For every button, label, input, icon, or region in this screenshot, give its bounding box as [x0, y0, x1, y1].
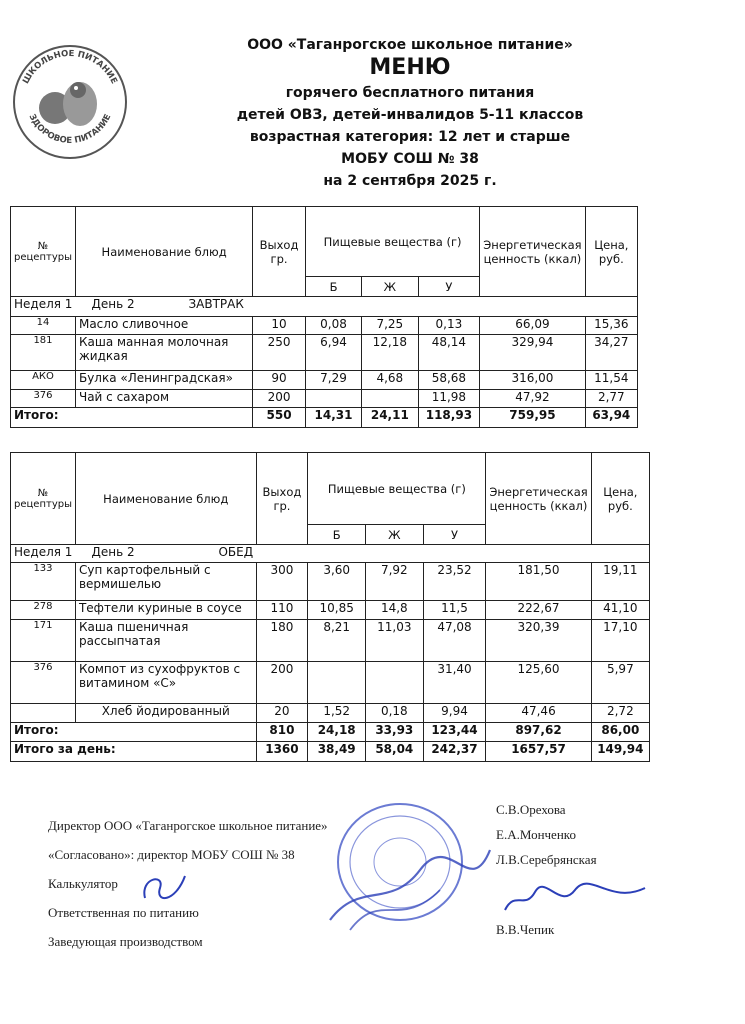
col-recipe: № рецептуры	[11, 207, 76, 297]
dish-name: Масло сливочное	[75, 317, 252, 335]
col-name: Наименование блюд	[75, 453, 256, 545]
total-protein: 24,18	[308, 723, 366, 742]
dish-yield: 90	[253, 371, 306, 390]
header-line-4: МОБУ СОШ № 38	[341, 151, 479, 167]
dish-fat: 7,92	[366, 563, 424, 601]
dish-kcal: 66,09	[480, 317, 585, 335]
header-line-1: горячего бесплатного питания	[285, 85, 535, 101]
total-label: Итого:	[11, 408, 253, 428]
day-total-price: 149,94	[591, 742, 649, 762]
col-name: Наименование блюд	[75, 207, 252, 297]
svg-text:ЗДОРОВОЕ ПИТАНИЕ: ЗДОРОВОЕ ПИТАНИЕ	[26, 112, 114, 146]
dish-yield: 250	[253, 335, 306, 371]
meal-label: ЗАВТРАК	[188, 297, 244, 311]
dish-fat: 12,18	[362, 335, 418, 371]
dish-yield: 110	[256, 601, 308, 620]
day-total-row	[11, 742, 650, 762]
table-row	[11, 371, 638, 390]
dish-kcal: 329,94	[480, 335, 585, 371]
dish-yield: 200	[256, 662, 308, 704]
table-row	[11, 662, 650, 704]
table-row	[11, 563, 650, 601]
dish-kcal: 125,60	[486, 662, 591, 704]
table-row	[11, 704, 650, 723]
dish-carbs: 9,94	[423, 704, 486, 723]
total-protein: 14,31	[305, 408, 361, 428]
total-yield: 550	[253, 408, 306, 428]
recipe-code: 181	[11, 335, 76, 371]
dish-price: 15,36	[585, 317, 637, 335]
day-label: День 2	[91, 545, 135, 559]
signatory-names	[496, 800, 597, 945]
dish-kcal: 47,46	[486, 704, 591, 723]
section-row	[11, 545, 650, 563]
dish-carbs: 11,98	[418, 390, 480, 408]
dish-yield: 200	[253, 390, 306, 408]
dish-protein: 0,08	[305, 317, 361, 335]
calculator-label: Калькулятор	[48, 876, 118, 891]
dish-yield: 10	[253, 317, 306, 335]
dish-yield: 20	[256, 704, 308, 723]
dish-name: Булка «Ленинградская»	[75, 371, 252, 390]
signatory-name-3: Л.В.Серебрянская	[496, 852, 597, 867]
dish-carbs: 11,5	[423, 601, 486, 620]
signatory-name-4: В.В.Чепик	[496, 922, 555, 937]
day-total-fat: 58,04	[366, 742, 424, 762]
manager-label: Заведующая производством	[48, 934, 203, 949]
dish-fat: 7,25	[362, 317, 418, 335]
col-b: Б	[305, 277, 361, 297]
dish-protein	[305, 390, 361, 408]
dish-price: 34,27	[585, 335, 637, 371]
col-price: Цена, руб.	[585, 207, 637, 297]
lunch-table	[10, 452, 650, 762]
dish-price: 11,54	[585, 371, 637, 390]
total-yield: 810	[256, 723, 308, 742]
total-row	[11, 408, 638, 428]
recipe-code: 376	[11, 662, 76, 704]
dish-yield: 300	[256, 563, 308, 601]
dish-name: Компот из сухофруктов с витамином «С»	[75, 662, 256, 704]
dish-protein: 7,29	[305, 371, 361, 390]
dish-carbs: 31,40	[423, 662, 486, 704]
dish-protein: 1,52	[308, 704, 366, 723]
dish-fat: 0,18	[366, 704, 424, 723]
recipe-code	[11, 704, 76, 723]
col-yield: Выход гр.	[253, 207, 306, 297]
col-energy: Энергетическая ценность (ккал)	[480, 207, 585, 297]
table-row	[11, 601, 650, 620]
dish-name: Суп картофельный с вермишелью	[75, 563, 256, 601]
document-title: МЕНЮ	[369, 55, 451, 80]
recipe-code: 278	[11, 601, 76, 620]
dish-kcal: 316,00	[480, 371, 585, 390]
section-row	[11, 297, 638, 317]
col-u: У	[423, 525, 486, 545]
dish-fat: 4,68	[362, 371, 418, 390]
dish-carbs: 48,14	[418, 335, 480, 371]
day-total-yield: 1360	[256, 742, 308, 762]
dish-fat: 11,03	[366, 620, 424, 662]
dish-protein: 6,94	[305, 335, 361, 371]
day-total-kcal: 1657,57	[486, 742, 591, 762]
col-zh: Ж	[362, 277, 418, 297]
dish-kcal: 222,67	[486, 601, 591, 620]
week-label: Неделя 1	[14, 545, 73, 559]
week-label: Неделя 1	[14, 297, 73, 311]
breakfast-table	[10, 206, 638, 428]
day-label: День 2	[91, 297, 135, 311]
dish-carbs: 23,52	[423, 563, 486, 601]
dish-name: Каша манная молочная жидкая	[75, 335, 252, 371]
col-zh: Ж	[366, 525, 424, 545]
col-nutrients: Пищевые вещества (г)	[308, 453, 486, 525]
dish-carbs: 47,08	[423, 620, 486, 662]
signatory-name-1: С.В.Орехова	[496, 802, 566, 817]
total-price: 63,94	[585, 408, 637, 428]
signatory-name-2: Е.А.Монченко	[496, 827, 576, 842]
dish-kcal: 181,50	[486, 563, 591, 601]
document-header	[150, 36, 670, 192]
total-price: 86,00	[591, 723, 649, 742]
dish-name: Тефтели куриные в соусе	[75, 601, 256, 620]
dish-price: 19,11	[591, 563, 649, 601]
dish-protein	[308, 662, 366, 704]
total-carbs: 118,93	[418, 408, 480, 428]
dish-kcal: 320,39	[486, 620, 591, 662]
recipe-code: 133	[11, 563, 76, 601]
dish-price: 5,97	[591, 662, 649, 704]
col-nutrients: Пищевые вещества (г)	[305, 207, 479, 277]
col-energy: Энергетическая ценность (ккал)	[486, 453, 591, 545]
day-total-protein: 38,49	[308, 742, 366, 762]
header-line-3: возрастная категория: 12 лет и старше	[249, 129, 571, 145]
dish-price: 2,72	[591, 704, 649, 723]
col-price: Цена, руб.	[591, 453, 649, 545]
dish-price: 2,77	[585, 390, 637, 408]
recipe-code: 14	[11, 317, 76, 335]
col-recipe: № рецептуры	[11, 453, 76, 545]
dish-name: Каша пшеничная рассыпчатая	[75, 620, 256, 662]
dish-protein: 8,21	[308, 620, 366, 662]
dish-price: 17,10	[591, 620, 649, 662]
day-total-carbs: 242,37	[423, 742, 486, 762]
total-fat: 24,11	[362, 408, 418, 428]
table-row	[11, 335, 638, 371]
dish-name: Чай с сахаром	[75, 390, 252, 408]
dish-fat: 14,8	[366, 601, 424, 620]
dish-yield: 180	[256, 620, 308, 662]
dish-protein: 10,85	[308, 601, 366, 620]
col-b: Б	[308, 525, 366, 545]
header-line-5: на 2 сентября 2025 г.	[323, 173, 497, 189]
total-kcal: 897,62	[486, 723, 591, 742]
col-yield: Выход гр.	[256, 453, 308, 545]
company-logo	[10, 42, 130, 162]
meal-label: ОБЕД	[218, 545, 254, 559]
total-carbs: 123,44	[423, 723, 486, 742]
header-line-2: детей ОВЗ, детей-инвалидов 5-11 классов	[236, 107, 584, 123]
official-stamp	[300, 790, 500, 940]
svg-text:ШКОЛЬНОЕ ПИТАНИЕ: ШКОЛЬНОЕ ПИТАНИЕ	[21, 48, 119, 86]
recipe-code: 376	[11, 390, 76, 408]
responsible-label: Ответственная по питанию	[48, 905, 199, 920]
dish-fat	[366, 662, 424, 704]
dish-price: 41,10	[591, 601, 649, 620]
day-total-label: Итого за день:	[11, 742, 257, 762]
recipe-code: 171	[11, 620, 76, 662]
dish-carbs: 0,13	[418, 317, 480, 335]
table-row	[11, 390, 638, 408]
dish-kcal: 47,92	[480, 390, 585, 408]
dish-fat	[362, 390, 418, 408]
table-row	[11, 620, 650, 662]
agreed-label: «Согласовано»: директор МОБУ СОШ № 38	[48, 847, 295, 862]
signatures-block	[48, 815, 328, 960]
dish-carbs: 58,68	[418, 371, 480, 390]
col-u: У	[418, 277, 480, 297]
dish-name: Хлеб йодированный	[75, 704, 256, 723]
total-fat: 33,93	[366, 723, 424, 742]
dish-protein: 3,60	[308, 563, 366, 601]
total-label: Итого:	[11, 723, 257, 742]
director-label: Директор ООО «Таганрогское школьное питание»	[48, 818, 328, 833]
org-name: ООО «Таганрогское школьное питание»	[247, 37, 573, 53]
total-row	[11, 723, 650, 742]
table-row	[11, 317, 638, 335]
recipe-code: АКО	[11, 371, 76, 390]
total-kcal: 759,95	[480, 408, 585, 428]
